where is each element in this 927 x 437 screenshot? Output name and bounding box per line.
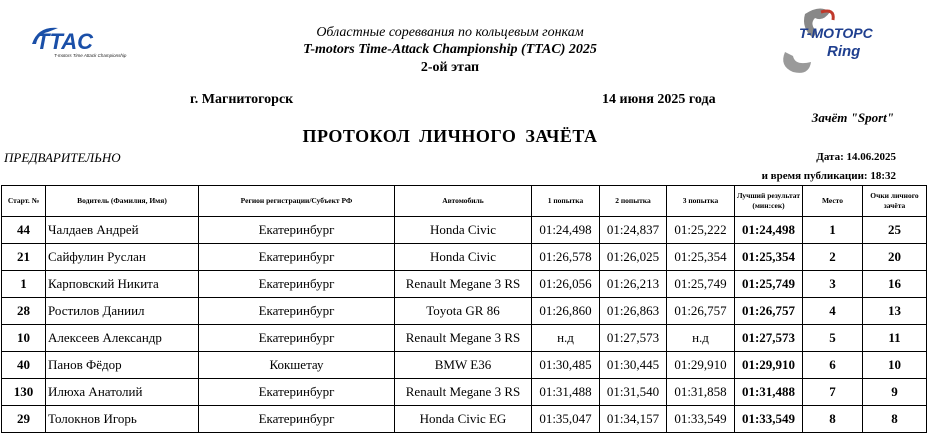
try-3: н.д	[667, 325, 735, 352]
try-1: 01:35,047	[532, 406, 600, 433]
points: 25	[863, 217, 927, 244]
region: Екатеринбург	[199, 379, 395, 406]
points: 16	[863, 271, 927, 298]
best-result: 01:33,549	[735, 406, 803, 433]
table-row	[2, 406, 927, 433]
region: Екатеринбург	[199, 217, 395, 244]
driver-name: Чалдаев Андрей	[46, 217, 199, 244]
col-header-driver: Водитель (Фамилия, Имя)	[46, 186, 199, 217]
col-header-region: Регион регистрации/Субъект РФ	[199, 186, 395, 217]
driver-name: Ростилов Даниил	[46, 298, 199, 325]
try-3: 01:25,749	[667, 271, 735, 298]
start-number: 1	[2, 271, 46, 298]
try-3: 01:31,858	[667, 379, 735, 406]
publication-time: и время публикации: 18:32	[761, 170, 896, 182]
start-number: 21	[2, 244, 46, 271]
table-header-row	[2, 186, 927, 217]
region: Екатеринбург	[199, 244, 395, 271]
car: Renault Megane 3 RS	[395, 379, 532, 406]
place: 7	[803, 379, 863, 406]
col-header-try2: 2 попытка	[600, 186, 667, 217]
try-2: 01:31,540	[600, 379, 667, 406]
place: 6	[803, 352, 863, 379]
best-result: 01:25,749	[735, 271, 803, 298]
try-2: 01:26,213	[600, 271, 667, 298]
points: 10	[863, 352, 927, 379]
driver-name: Илюха Анатолий	[46, 379, 199, 406]
place: 4	[803, 298, 863, 325]
region: Екатеринбург	[199, 298, 395, 325]
table-row	[2, 379, 927, 406]
try-1: н.д	[532, 325, 600, 352]
car: Honda Civic	[395, 244, 532, 271]
region: Екатеринбург	[199, 406, 395, 433]
region: Екатеринбург	[199, 325, 395, 352]
best-result: 01:29,910	[735, 352, 803, 379]
classification-label: Зачёт "Sport"	[811, 110, 894, 125]
points: 9	[863, 379, 927, 406]
try-3: 01:25,354	[667, 244, 735, 271]
best-result: 01:31,488	[735, 379, 803, 406]
points: 11	[863, 325, 927, 352]
results-table	[1, 185, 927, 433]
col-header-best: Лучший результат (мин:сек)	[735, 186, 803, 217]
start-number: 10	[2, 325, 46, 352]
header-stage: 2-ой этап	[420, 60, 480, 75]
try-2: 01:27,573	[600, 325, 667, 352]
header-line-1: Областные сореввания по кольцевым гонкам	[316, 25, 584, 40]
car: BMW E36	[395, 352, 532, 379]
car: Honda Civic	[395, 217, 532, 244]
col-header-place: Место	[803, 186, 863, 217]
try-1: 01:26,578	[532, 244, 600, 271]
col-header-try1: 1 попытка	[532, 186, 600, 217]
ttac-logo-text: TTAC	[36, 29, 94, 54]
try-3: 01:29,910	[667, 352, 735, 379]
car: Honda Civic EG	[395, 406, 532, 433]
try-1: 01:26,056	[532, 271, 600, 298]
try-2: 01:30,445	[600, 352, 667, 379]
logo-right-bottom-text: Ring	[827, 43, 861, 60]
driver-name: Толокнов Игорь	[46, 406, 199, 433]
logo-right-top-text: T-МОТОРС	[799, 25, 873, 41]
start-number: 40	[2, 352, 46, 379]
best-result: 01:27,573	[735, 325, 803, 352]
page-title: ПРОТОКОЛ ЛИЧНОГО ЗАЧЁТА	[302, 126, 598, 146]
col-header-start: Старт. №	[2, 186, 46, 217]
col-header-try3: 3 попытка	[667, 186, 735, 217]
try-2: 01:24,837	[600, 217, 667, 244]
place: 5	[803, 325, 863, 352]
try-3: 01:26,757	[667, 298, 735, 325]
try-2: 01:26,025	[600, 244, 667, 271]
try-1: 01:26,860	[532, 298, 600, 325]
driver-name: Карповский Никита	[46, 271, 199, 298]
table-row	[2, 244, 927, 271]
col-header-car: Автомобиль	[395, 186, 532, 217]
ttac-logo-subtext: T-motors Time Attack Championship	[54, 53, 127, 58]
region: Кокшетау	[199, 352, 395, 379]
table-row	[2, 325, 927, 352]
try-3: 01:33,549	[667, 406, 735, 433]
best-result: 01:26,757	[735, 298, 803, 325]
points: 20	[863, 244, 927, 271]
publication-date: Дата: 14.06.2025	[816, 151, 896, 163]
try-3: 01:25,222	[667, 217, 735, 244]
place: 3	[803, 271, 863, 298]
try-1: 01:31,488	[532, 379, 600, 406]
try-2: 01:34,157	[600, 406, 667, 433]
start-number: 130	[2, 379, 46, 406]
points: 13	[863, 298, 927, 325]
table-row	[2, 298, 927, 325]
driver-name: Панов Фёдор	[46, 352, 199, 379]
place: 2	[803, 244, 863, 271]
col-header-points: Очки личного зачёта	[863, 186, 927, 217]
car: Renault Megane 3 RS	[395, 271, 532, 298]
car: Renault Megane 3 RS	[395, 325, 532, 352]
header-line-2: T-motors Time-Attack Championship (TTAC) 2025	[303, 42, 597, 57]
status-label: ПРЕДВАРИТЕЛЬНО	[4, 150, 121, 165]
start-number: 29	[2, 406, 46, 433]
try-2: 01:26,863	[600, 298, 667, 325]
driver-name: Сайфулин Руслан	[46, 244, 199, 271]
table-row	[2, 271, 927, 298]
start-number: 44	[2, 217, 46, 244]
event-date: 14 июня 2025 года	[602, 92, 716, 107]
table-row	[2, 352, 927, 379]
start-number: 28	[2, 298, 46, 325]
event-city: г. Магнитогорск	[190, 92, 294, 107]
place: 1	[803, 217, 863, 244]
region: Екатеринбург	[199, 271, 395, 298]
best-result: 01:25,354	[735, 244, 803, 271]
place: 8	[803, 406, 863, 433]
driver-name: Алексеев Александр	[46, 325, 199, 352]
points: 8	[863, 406, 927, 433]
best-result: 01:24,498	[735, 217, 803, 244]
table-row	[2, 217, 927, 244]
car: Toyota GR 86	[395, 298, 532, 325]
try-1: 01:24,498	[532, 217, 600, 244]
try-1: 01:30,485	[532, 352, 600, 379]
